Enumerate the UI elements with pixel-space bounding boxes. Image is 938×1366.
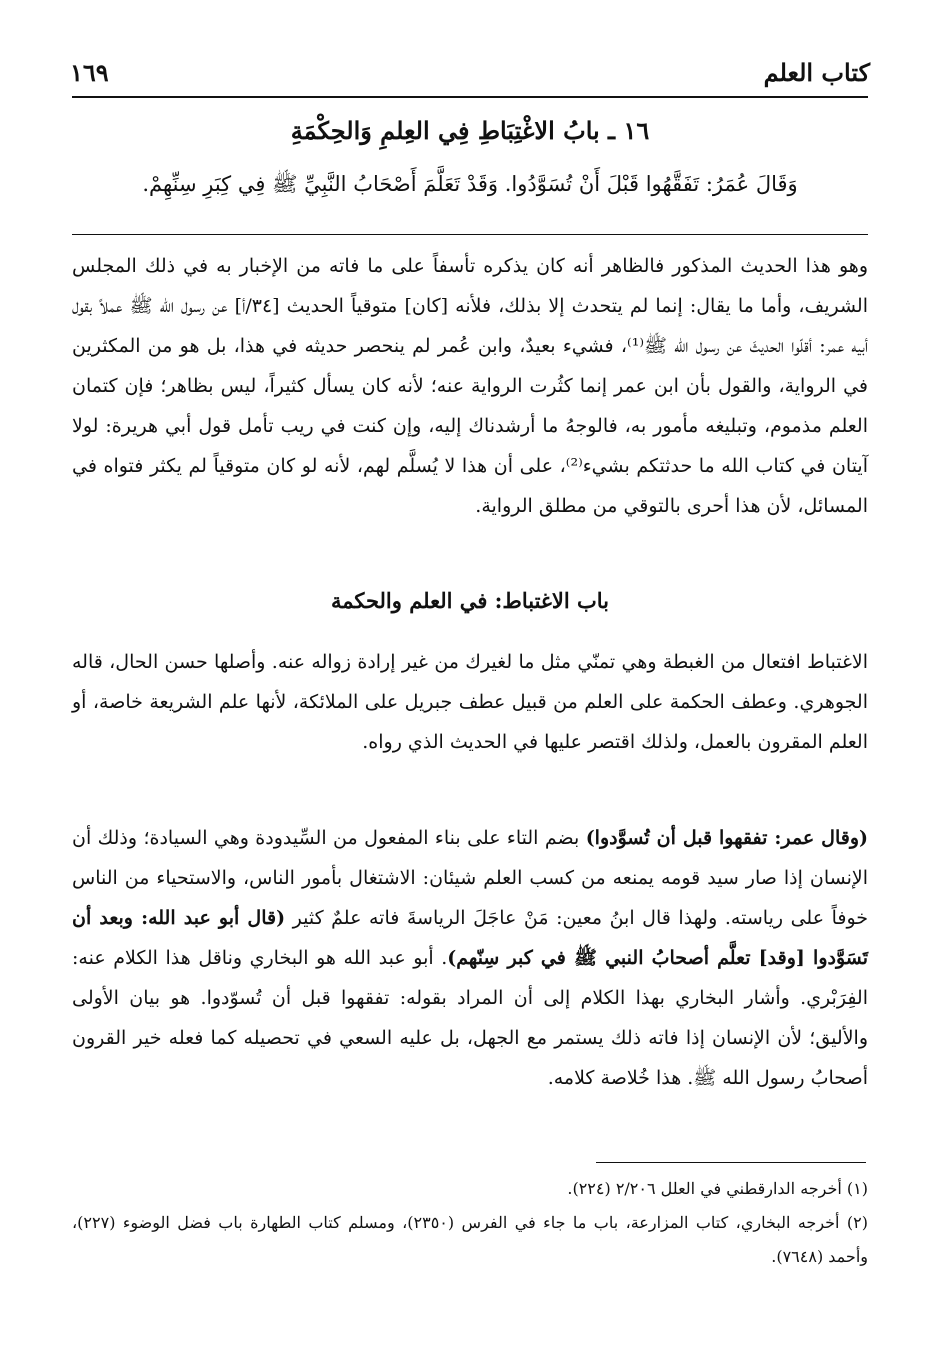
page-number: ١٦٩ [70, 58, 109, 87]
header-rule [72, 96, 868, 98]
commentary-paragraph-1: وهو هذا الحديث المذكور فالظاهر أنه كان يذكره تأسفاً على ما فاته من الإخبار به في ذلك المجلس الشريف، وأما ما يقال: إنما لم يتحدث إلا بذلك، فلأنه [كان] متوقياً الحديث [٣٤/أ] عن رسول الله ﷺ عملاً بقول أبيه عمر: أقلّوا الحديثَ عن رسول الله ﷺ⁽¹⁾، فشيء بعيدٌ، وابن عُمر لم ينحصر حديثه في هذا، بل هو من المكثرين في الرواية، والقول بأن ابن عمر إنما كثُرت الرواية عنه؛ لأنه كان يسأل كثيراً، ليس بظاهر؛ فإن كتمان العلم مذموم، وتبليغه مأمور به، فالوجهُ ما أرشدناك إليه، وإن كنت في ريب تأمل قول أبي هريرة: لولا آيتان في كتاب الله ما حدثتكم بشيء⁽²⁾، على أن هذا لا يُسلَّم لهم، لأنه لو كان متوقياً لم يكثر فتواه في المسائل، لأن هذا أحرى بالتوقي من مطلق الرواية. [72, 255, 869, 517]
sub-heading: باب الاغتباط: في العلم والحكمة [330, 588, 610, 613]
commentary-paragraph-3 [72, 818, 868, 1098]
footnote-1: (١) أخرجه الدارقطني في العلل ٢/٢٠٦ (٢٢٤). [567, 1179, 868, 1198]
chapter-title: ١٦ ـ بابُ الاغْتِبَاطِ فِي العِلمِ وَالحِكْمَةِ [290, 116, 650, 145]
running-title: كتاب العلم [763, 58, 870, 87]
section-rule [72, 234, 868, 235]
footnote-rule [596, 1162, 866, 1163]
running-header [70, 58, 870, 94]
chapter-quote: وَقَالَ عُمَرُ: تَفَقَّهُوا قَبْلَ أَنْ تُسَوَّدُوا. وَقَدْ تَعَلَّمَ أَصْحَابُ النَّبِيِّ ﷺ فِي كِبَرِ سِنِّهِمْ. [142, 172, 798, 196]
commentary-paragraph-2: الاغتباط افتعال من الغبطة وهي تمنّي مثل ما لغيرك من غير إرادة زواله عنه. وأصلها حسن الحال، قاله الجوهري. وعطف الحكمة على العلم من قبيل عطف جبريل على الملائكة، لأنها علم الشريعة خاصة، أو العلم المقرون بالعمل، ولذلك اقتصر عليها في الحديث الذي رواه. [72, 651, 868, 753]
footnotes [72, 1172, 868, 1274]
footnote-2: (٢) أخرجه البخاري، كتاب المزارعة، باب ما جاء في الفرس (٢٣٥٠)، ومسلم كتاب الطهارة باب فضل الوضوء (٢٢٧)، وأحمد (٧٦٤٨). [72, 1213, 868, 1266]
paragraph-3-text-a: بضم التاء على بناء المفعول من السِّيدودة وهي السيادة؛ وذلك أن الإنسان إذا صار سيد قومه يمنعه من كسب العلم شيئان: الاشتغال بأمور الناس، والاستحياء من الناس خوفاً على رياسته. ولهذا قال ابنُ معين: مَنْ عاجَلَ الرياسةَ فاته علمٌ كثير [72, 827, 869, 929]
quoted-text-abu-abdullah: (قال أبو عبد الله: وبعد أن تَسَوَّدوا [وقد] تعلَّم أصحابُ النبي ﷺ في كبر سِنّهم) [72, 907, 869, 969]
quoted-text-umar: (وقال عمر: تفقهوا قبل أن تُسوَّدوا) [585, 827, 868, 849]
paragraph-3-text-b: . أبو عبد الله هو البخاري وناقل هذا الكلام عنه: الفِرَبْري. وأشار البخاري بهذا الكلام إلى أن المراد بقوله: تفقهوا قبل أن تُسوّدوا. هو بيان الأولى والأليق؛ لأن الإنسان إذا فاته ذلك يستمر مع الجهل، بل عليه السعي في تحصيله كما فعله خير القرون أصحابُ رسول الله ﷺ. هذا خُلاصة كلامه. [72, 947, 868, 1089]
